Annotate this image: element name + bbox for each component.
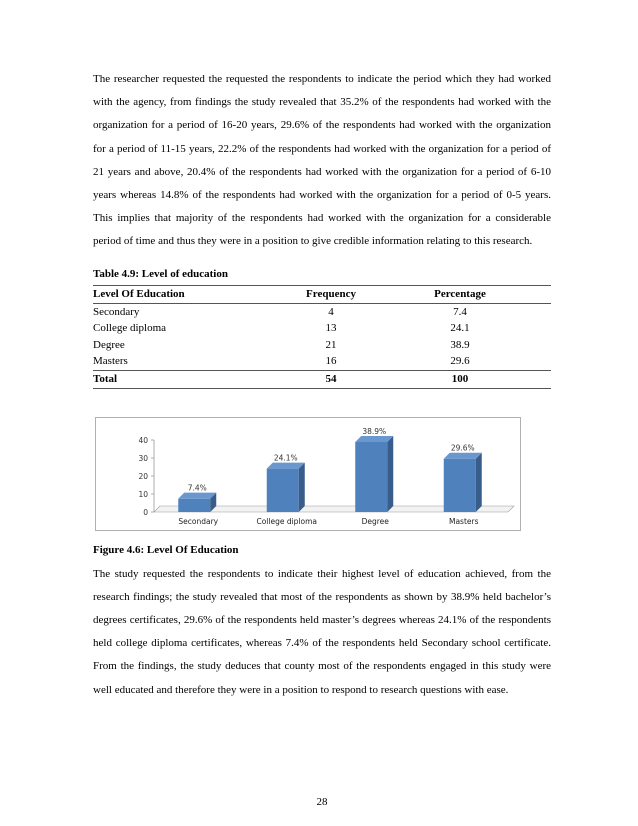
cell-frequency: 13 <box>325 322 337 335</box>
bar-top <box>444 452 482 458</box>
bar-data-label: 38.9% <box>362 426 387 436</box>
table-header-row <box>93 285 551 303</box>
cell-percentage: 38.9 <box>450 338 470 351</box>
cell-percentage: 24.1 <box>450 322 470 335</box>
paragraph-tenure: The researcher requested the requested the respondents to indicate the period which they had worked with the agency, from findings the study revealed that 35.2% of the respondents had worked with the organization for a period of 16-20 years, 29.6% of the respondents had worked with the organization for a period of 11-15 years, 22.2% of the respondents had worked with the organization for a period of 21 years and above, 20.4% of the respondents had worked with the organization for a period of 6-10 years whereas 14.8% of the respondents had worked with the organization for a period of 0-5 years. This implies that majority of the respondents had worked with the organization for a considerable period of time and thus they were in a position to give credible information relating to this research. <box>93 73 551 248</box>
cell-level: Degree <box>93 338 125 351</box>
bar-front <box>444 458 476 511</box>
x-category-label: Degree <box>361 516 389 526</box>
bar-data-label: 29.6% <box>450 443 475 453</box>
bar-top <box>267 462 305 468</box>
bar-front <box>355 442 387 512</box>
bar-data-label: 24.1% <box>273 453 298 463</box>
bar-front <box>178 498 210 511</box>
bar-side <box>476 452 482 511</box>
x-category-label: Secondary <box>178 516 219 526</box>
cell-level: Secondary <box>93 305 140 318</box>
table-row <box>93 303 551 320</box>
cell-level: College diploma <box>93 322 167 335</box>
y-tick-label: 0 <box>143 507 148 517</box>
cell-total-percentage: 100 <box>369 370 551 388</box>
paragraph-education: The study requested the respondents to indicate their highest level of education achieved, from the research findings; the study revealed that most of the respondents as shown by 38.9% held bachelor’s degrees certificates, 29.6% of the respondents held master’s degrees whereas 24.1% of the respondents held college diploma certificates, whereas 7.4% of the respondents held Secondary school certificate. From the findings, the study deduces that county most of the respondents engaged in this study were well educated and therefore they were in a position to respond to research questions with ease. <box>93 567 551 696</box>
cell-frequency: 16 <box>325 355 337 368</box>
cell-frequency: 21 <box>325 338 337 351</box>
bar-top <box>355 436 393 442</box>
table-row <box>93 353 551 370</box>
education-bar-chart <box>95 417 521 531</box>
page-number: 28 <box>316 796 328 808</box>
cell-percentage: 29.6 <box>450 355 470 368</box>
table-total-row <box>93 370 551 388</box>
y-tick-label: 40 <box>138 435 148 445</box>
bar-data-label: 7.4% <box>187 483 207 493</box>
cell-total-label: Total <box>93 370 293 388</box>
cell-total-frequency: 54 <box>293 370 369 388</box>
table-caption: Table 4.9: Level of education <box>93 267 228 280</box>
bar-top <box>178 492 216 498</box>
cell-level: Masters <box>93 355 128 368</box>
header-level: Level Of Education <box>93 285 293 303</box>
x-category-label: College diploma <box>256 516 318 526</box>
cell-percentage: 7.4 <box>453 305 467 318</box>
bar-side <box>299 462 305 511</box>
page-body <box>93 60 551 808</box>
cell-frequency: 4 <box>328 305 334 318</box>
header-frequency: Frequency <box>293 285 369 303</box>
table-row <box>93 320 551 337</box>
figure-caption: Figure 4.6: Level Of Education <box>93 543 239 556</box>
y-tick-label: 10 <box>138 489 148 499</box>
x-category-label: Masters <box>448 516 479 526</box>
table-row <box>93 337 551 354</box>
y-tick-label: 20 <box>138 471 148 481</box>
chart-canvas <box>96 418 520 530</box>
bar-front <box>267 468 299 511</box>
education-table <box>93 285 551 389</box>
y-tick-label: 30 <box>138 453 148 463</box>
bar-side <box>387 436 393 512</box>
header-percentage: Percentage <box>369 285 551 303</box>
